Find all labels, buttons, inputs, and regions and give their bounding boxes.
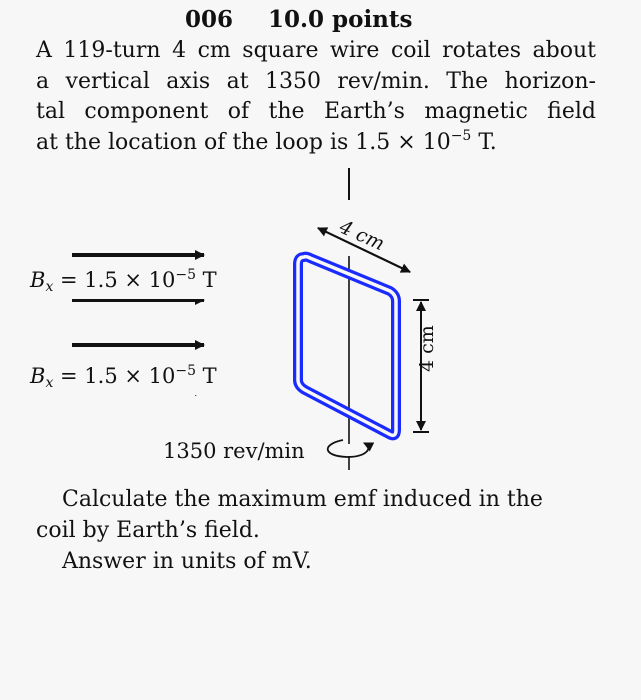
field-label-1-exp: −5 <box>175 267 196 283</box>
answer-units: mV. <box>271 549 312 574</box>
prompt-line-1: Calculate the maximum emf induced in the <box>62 487 543 512</box>
problem-exponent: −5 <box>450 127 472 144</box>
field-label-2-exp: −5 <box>175 363 196 379</box>
dimension-side-label: 4 cm <box>416 325 438 372</box>
answer-units-label: Answer in units of <box>62 549 272 574</box>
field-label-2-sub: x <box>45 375 54 391</box>
question-points: 10.0 points <box>268 6 413 33</box>
field-label-1 <box>28 268 219 299</box>
field-label-2-value: = 1.5 × 10 <box>53 364 176 388</box>
problem-line-1: A 119-turn 4 cm square wire coil rotates about <box>36 38 596 63</box>
question-number: 006 <box>185 6 234 33</box>
field-label-2 <box>28 364 219 395</box>
rotation-rate-label: 1350 rev/min <box>163 439 305 463</box>
field-label-1-unit: T <box>196 268 217 292</box>
problem-line-2: a vertical axis at 1350 rev/min. The horizon- <box>36 68 596 94</box>
problem-line-4-text: at the location of the loop is 1.5 × 10 <box>36 129 451 155</box>
problem-statement <box>36 36 596 158</box>
question-prompt <box>36 484 596 577</box>
problem-line-3: tal component of the Earth’s magnetic field <box>36 99 596 124</box>
prompt-line-3 <box>36 546 596 577</box>
field-label-1-sub: x <box>45 279 54 295</box>
field-label-2-var: B <box>30 364 46 388</box>
field-label-1-value: = 1.5 × 10 <box>53 268 176 292</box>
prompt-line-2: coil by Earth’s field. <box>36 518 260 543</box>
field-label-1-var: B <box>30 268 46 292</box>
coil-diagram <box>0 160 641 480</box>
dimension-top-label: 4 cm <box>336 216 388 256</box>
problem-line-4-unit: T. <box>471 129 497 155</box>
problem-line-4 <box>36 128 596 159</box>
question-header <box>0 4 641 36</box>
coil-figure <box>0 160 641 480</box>
rotation-arrow-icon <box>328 440 369 457</box>
field-label-2-unit: T <box>196 364 217 388</box>
square-coil <box>298 257 396 436</box>
